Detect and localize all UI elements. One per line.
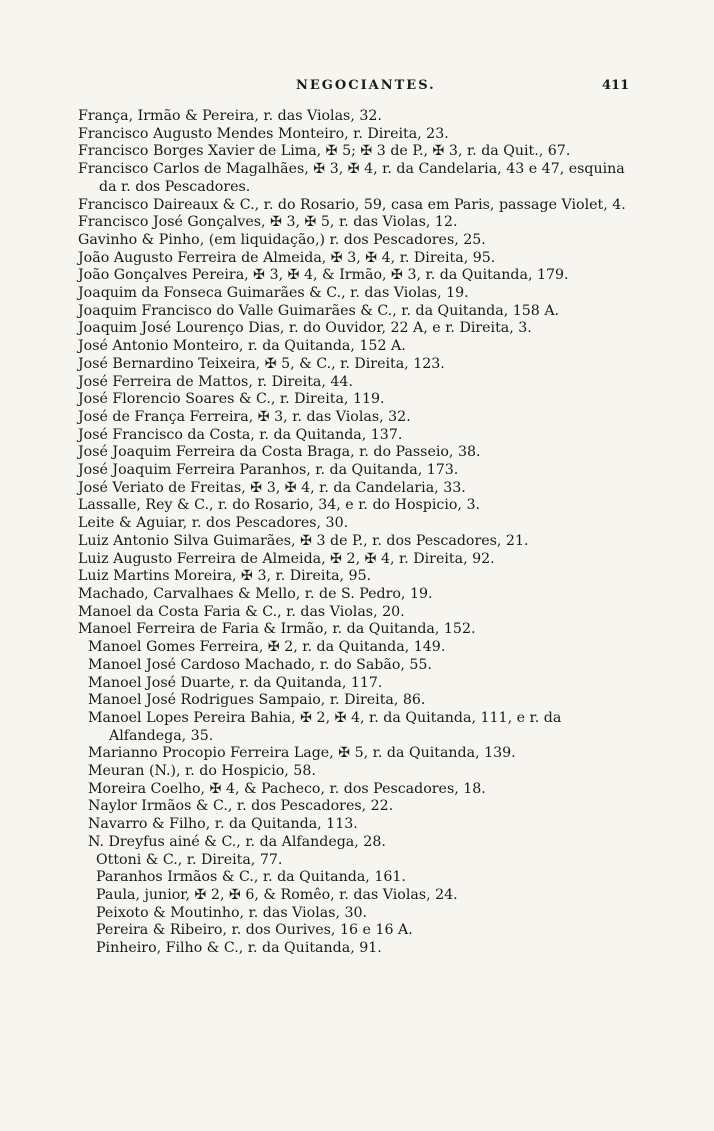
merchant-entry: José Joaquim Ferreira Paranhos, r. da Quitanda, 173. (78, 462, 459, 479)
merchant-entry: Paranhos Irmãos & C., r. da Quitanda, 161. (96, 869, 406, 886)
merchant-entry: Manoel José Duarte, r. da Quitanda, 117. (88, 674, 383, 691)
merchant-entry: José Joaquim Ferreira da Costa Braga, r. do Passeio, 38. (78, 444, 481, 461)
merchant-entry: Manoel da Costa Faria & C., r. das Violas, 20. (78, 603, 405, 620)
merchant-entry: Gavinho & Pinho, (em liquidação,) r. dos Pescadores, 25. (78, 231, 486, 248)
merchant-entry: José Bernardino Teixeira, ✠ 5, & C., r. Direita, 123. (78, 355, 445, 372)
merchant-entry: João Gonçalves Pereira, ✠ 3, ✠ 4, & Irmão, ✠ 3, r. da Quitanda, 179. (78, 267, 569, 284)
merchant-entry: Joaquim da Fonseca Guimarães & C., r. das Violas, 19. (78, 285, 469, 302)
merchant-entry: Francisco Carlos de Magalhães, ✠ 3, ✠ 4, r. da Candelaria, 43 e 47, esquina da r. dos Pescadores. (78, 161, 625, 195)
merchant-entry: João Augusto Ferreira de Almeida, ✠ 3, ✠ 4, r. Direita, 95. (78, 249, 496, 266)
merchant-entry: Naylor Irmãos & C., r. dos Pescadores, 22. (88, 798, 394, 815)
page-number: 411 (602, 78, 630, 93)
merchant-entry: Luiz Martins Moreira, ✠ 3, r. Direita, 95. (78, 568, 372, 585)
merchant-entry: José Florencio Soares & C., r. Direita, 119. (78, 391, 385, 408)
merchant-entry: Luiz Augusto Ferreira de Almeida, ✠ 2, ✠ 4, r. Direita, 92. (78, 550, 495, 567)
merchant-entry: Luiz Antonio Silva Guimarães, ✠ 3 de P., r. dos Pescadores, 21. (78, 532, 529, 549)
merchant-entry: Leite & Aguiar, r. dos Pescadores, 30. (78, 515, 349, 532)
merchant-entry: Francisco Augusto Mendes Monteiro, r. Direita, 23. (78, 125, 449, 142)
merchant-entry: Paula, junior, ✠ 2, ✠ 6, & Romêo, r. das Violas, 24. (96, 886, 458, 903)
merchant-entry: Francisco Borges Xavier de Lima, ✠ 5; ✠ 3 de P., ✠ 3, r. da Quit., 67. (78, 143, 571, 160)
merchant-entry: França, Irmão & Pereira, r. das Violas, 32. (78, 108, 382, 124)
merchant-entry: Manoel José Cardoso Machado, r. do Sabão, 55. (88, 656, 432, 673)
merchant-entry: Francisco Daireaux & C., r. do Rosario, 59, casa em Paris, passage Violet, 4. (78, 196, 626, 213)
merchant-entry: Pinheiro, Filho & C., r. da Quitanda, 91. (96, 940, 382, 957)
merchant-entry: Navarro & Filho, r. da Quitanda, 113. (88, 816, 358, 833)
merchant-entry: Manoel José Rodrigues Sampaio, r. Direita, 86. (88, 692, 426, 709)
merchant-entry: Meuran (N.), r. do Hospicio, 58. (88, 763, 316, 780)
merchant-entry: José Ferreira de Mattos, r. Direita, 44. (78, 373, 353, 390)
running-head: NEGOCIANTES. (296, 78, 436, 93)
merchant-entry: Joaquim José Lourenço Dias, r. do Ouvidor, 22 A, e r. Direita, 3. (78, 320, 532, 337)
merchant-entry: José Antonio Monteiro, r. da Quitanda, 152 A. (78, 338, 406, 355)
merchant-entry: Peixoto & Moutinho, r. das Violas, 30. (96, 904, 368, 921)
merchant-entry: Marianno Procopio Ferreira Lage, ✠ 5, r. da Quitanda, 139. (88, 745, 516, 762)
merchant-entry: Manoel Gomes Ferreira, ✠ 2, r. da Quitanda, 149. (88, 639, 446, 656)
merchant-entry: Moreira Coelho, ✠ 4, & Pacheco, r. dos Pescadores, 18. (88, 780, 486, 797)
merchant-entry: Manoel Ferreira de Faria & Irmão, r. da Quitanda, 152. (78, 621, 476, 638)
page-header (0, 78, 714, 98)
merchant-entry: N. Dreyfus ainé & C., r. da Alfandega, 28. (88, 833, 386, 850)
merchant-entry: Ottoni & C., r. Direita, 77. (96, 851, 283, 868)
merchant-entry: Pereira & Ribeiro, r. dos Ourives, 16 e 16 A. (96, 922, 413, 939)
merchant-entry: Lassalle, Rey & C., r. do Rosario, 34, e r. do Hospicio, 3. (78, 497, 480, 514)
merchant-entry: Francisco José Gonçalves, ✠ 3, ✠ 5, r. das Violas, 12. (78, 214, 458, 231)
merchant-list (78, 108, 638, 958)
merchant-entry: Manoel Lopes Pereira Bahia, ✠ 2, ✠ 4, r. da Quitanda, 111, e r. da Alfandega, 35. (88, 709, 562, 744)
merchant-entry: Machado, Carvalhaes & Mello, r. de S. Pedro, 19. (78, 585, 433, 602)
merchant-entry: Joaquim Francisco do Valle Guimarães & C., r. da Quitanda, 158 A. (78, 302, 560, 319)
merchant-entry: José de França Ferreira, ✠ 3, r. das Violas, 32. (78, 408, 411, 425)
merchant-entry: José Veriato de Freitas, ✠ 3, ✠ 4, r. da Candelaria, 33. (78, 479, 466, 496)
merchant-entry: José Francisco da Costa, r. da Quitanda, 137. (78, 426, 403, 443)
